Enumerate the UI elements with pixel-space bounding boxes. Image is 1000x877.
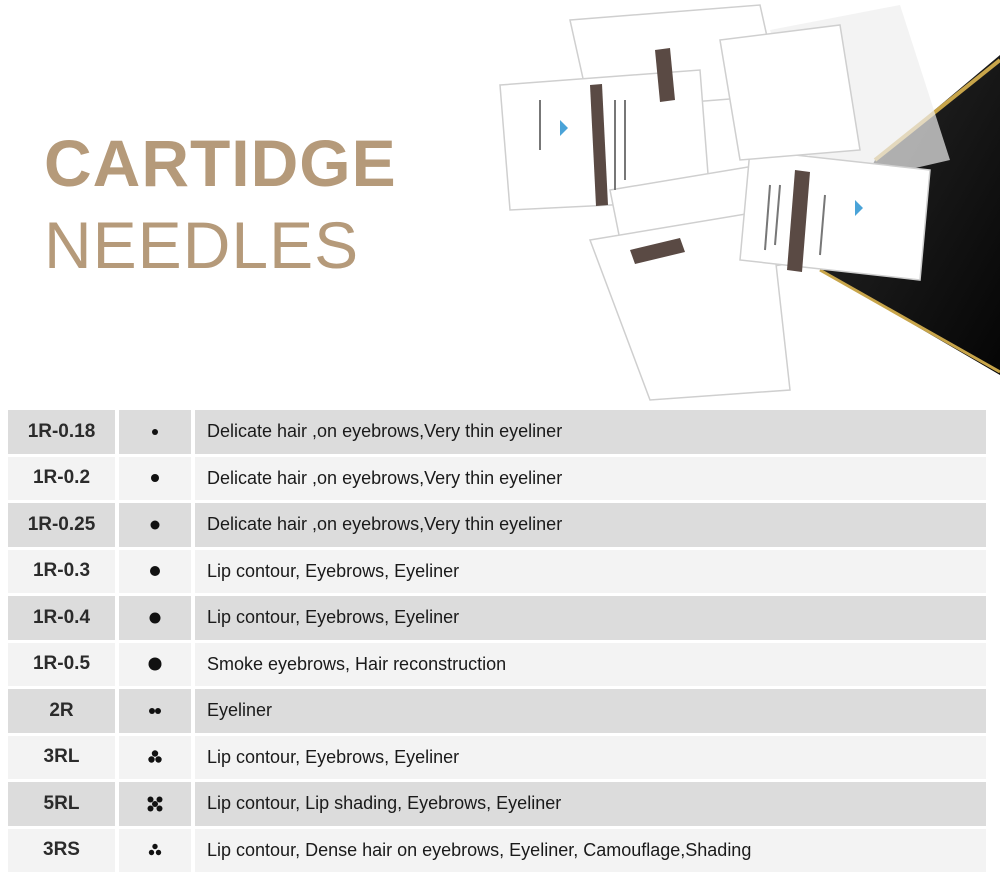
triple-dot-icon bbox=[119, 829, 191, 873]
single-dot-icon bbox=[119, 643, 191, 687]
needle-cartridge-packages-image bbox=[480, 0, 1000, 410]
triple-dot-icon bbox=[119, 736, 191, 780]
needle-usage: Eyeliner bbox=[195, 689, 986, 733]
table-row bbox=[8, 782, 986, 826]
needle-code: 1R-0.5 bbox=[8, 643, 115, 687]
table-row bbox=[8, 643, 986, 687]
needle-usage: Lip contour, Eyebrows, Eyeliner bbox=[195, 550, 986, 594]
single-dot-icon bbox=[119, 503, 191, 547]
single-dot-icon bbox=[119, 457, 191, 501]
table-row bbox=[8, 829, 986, 873]
double-dot-icon bbox=[119, 689, 191, 733]
table-row bbox=[8, 410, 986, 454]
table-row bbox=[8, 457, 986, 501]
needle-usage: Delicate hair ,on eyebrows,Very thin eyeliner bbox=[195, 457, 986, 501]
needle-code: 1R-0.2 bbox=[8, 457, 115, 501]
needle-usage: Lip contour, Eyebrows, Eyeliner bbox=[195, 736, 986, 780]
title-line-2: NEEDLES bbox=[44, 208, 360, 282]
needle-code: 2R bbox=[8, 689, 115, 733]
five-dot-icon bbox=[119, 782, 191, 826]
needle-code: 5RL bbox=[8, 782, 115, 826]
title-line-1: CARTIDGE bbox=[44, 126, 397, 200]
table-row bbox=[8, 736, 986, 780]
hero-banner bbox=[0, 0, 1000, 410]
needle-usage: Lip contour, Eyebrows, Eyeliner bbox=[195, 596, 986, 640]
needle-code: 3RS bbox=[8, 829, 115, 873]
needle-usage: Delicate hair ,on eyebrows,Very thin eyeliner bbox=[195, 503, 986, 547]
needle-usage: Delicate hair ,on eyebrows,Very thin eyeliner bbox=[195, 410, 986, 454]
needle-usage: Lip contour, Dense hair on eyebrows, Eyeliner, Camouflage,Shading bbox=[195, 829, 986, 873]
page-title bbox=[44, 122, 397, 286]
single-dot-icon bbox=[119, 410, 191, 454]
table-row bbox=[8, 503, 986, 547]
table-row bbox=[8, 689, 986, 733]
needle-code: 1R-0.18 bbox=[8, 410, 115, 454]
table-row bbox=[8, 596, 986, 640]
needle-table bbox=[8, 410, 986, 875]
needle-code: 1R-0.3 bbox=[8, 550, 115, 594]
needle-code: 3RL bbox=[8, 736, 115, 780]
single-dot-icon bbox=[119, 550, 191, 594]
needle-usage: Smoke eyebrows, Hair reconstruction bbox=[195, 643, 986, 687]
needle-code: 1R-0.25 bbox=[8, 503, 115, 547]
needle-usage: Lip contour, Lip shading, Eyebrows, Eyeliner bbox=[195, 782, 986, 826]
needle-code: 1R-0.4 bbox=[8, 596, 115, 640]
table-row bbox=[8, 550, 986, 594]
single-dot-icon bbox=[119, 596, 191, 640]
